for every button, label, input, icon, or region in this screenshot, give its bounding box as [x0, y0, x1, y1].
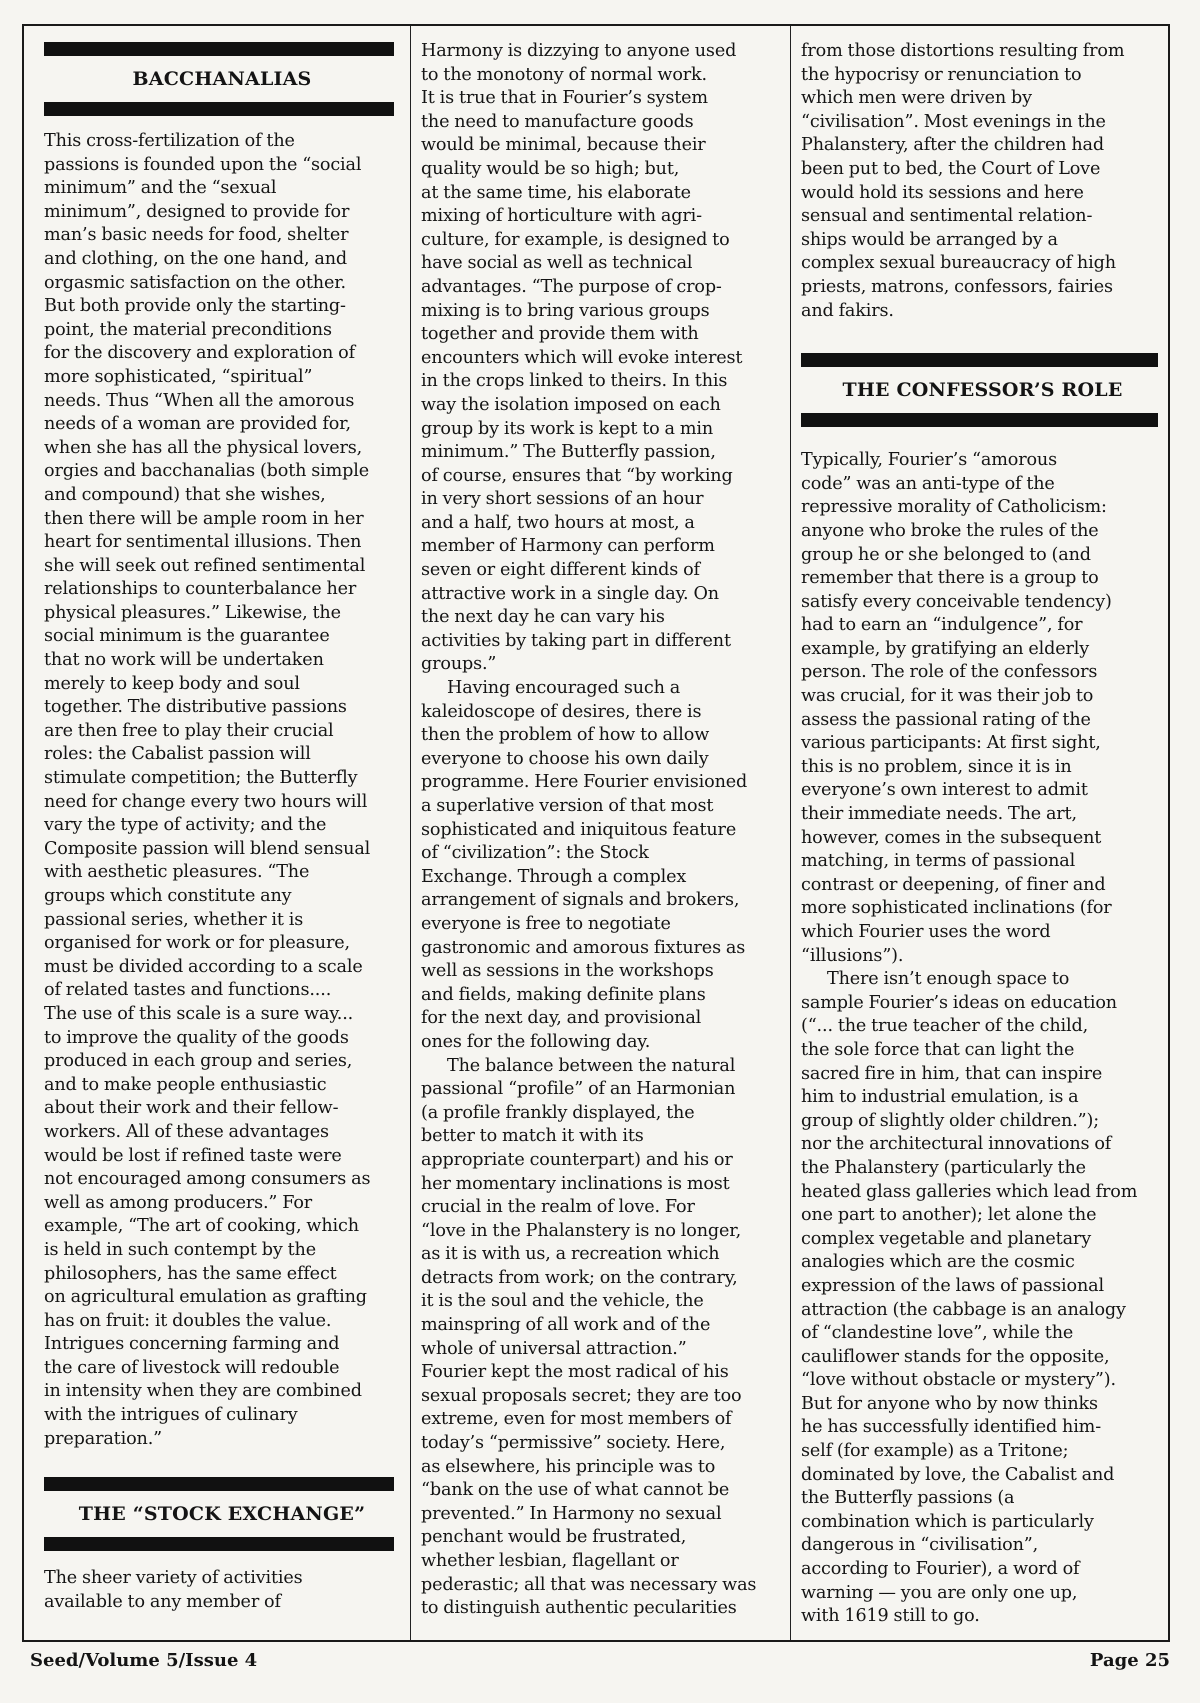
- column-2: [410, 26, 790, 1640]
- heading-rule-bottom: [44, 1537, 394, 1551]
- heading-rule-top: [801, 353, 1158, 367]
- article-paragraph: The balance between the natural passional “profile” of an Harmonian (a profile frankly displayed, the better to match it with its appropriate counterpart) and his or her momentary inclinations is most crucial in the realm of love. For “love in the Phalanstery is no longer, as it is with us, a recreation which detracts from work; on the contrary, it is the soul and the vehicle, the mainspring of all work and of the whole of universal attraction.” Fourier kept the most radical of his sexual proposals secret; they are too extreme, even for most members of today’s “permissive” society. Here, as elsewhere, his principle was to “bank on the use of what cannot be prevented.” In Harmony no sexual penchant would be frustrated, whether lesbian, flagellant or pederastic; all that was necessary was to distinguish authentic pecularities: [421, 1055, 757, 1619]
- section-heading-stock-exchange: THE “STOCK EXCHANGE”: [78, 1503, 366, 1526]
- article-paragraph: Harmony is dizzying to anyone used to the monotony of normal work. It is true that in Fourier’s system the need to manufacture goods would be minimal, because their quality would be so high; but, at the same time, his elaborate mixing of horticulture with agri- culture, for example, is designed to have social as well as technical advantages. “The purpose of crop- mixing is to bring various groups together and provide them with encounters which will evoke interest in the crops linked to theirs. In this way the isolation imposed on each group by its work is kept to a min minimum.” The Butterfly passion, of course, ensures that “by working in very short sessions of an hour and a half, two hours at most, a member of Harmony can perform seven or eight different kinds of attractive work in a single day. On the next day he can vary his activities by taking part in different groups.”: [421, 41, 743, 675]
- article-paragraph: Typically, Fourier’s “amorous code” was an anti-type of the repressive morality of Catholicism: anyone who broke the rules of the group he or she belonged to (and remember that there is a group to satisfy every conceivable tendency) had to earn an “indulgence”, for example, by gratifying an elderly person. The role of the confessors was crucial, for it was their job to assess the passional rating of the various participants: At first sight, this is no problem, since it is in everyone’s own interest to admit their immediate needs. The art, however, comes in the subsequent matching, in terms of passional contrast or deepening, of finer and more sophisticated inclinations (for which Fourier uses the word “illusions”).: [801, 450, 1112, 966]
- article-paragraph: Having encouraged such a kaleidoscope of desires, there is then the problem of how to allow everyone to choose his own daily programme. Here Fourier envisioned a superlative version of that most sophisticated and iniquitous feature of “civilization”: the Stock Exchange. Through a complex arrangement of signals and brokers, everyone is free to negotiate gastronomic and amorous fixtures as well as sessions in the workshops and fields, making definite plans for the next day, and provisional ones for the following day.: [421, 678, 748, 1052]
- article-paragraph: There isn’t enough space to sample Fourier’s ideas on education (“... the true teacher of the child, the sole force that can light the sacred fire in him, that can inspire him to industrial emulation, is a group of slightly older children.”); nor the architectural innovations of the Phalanstery (particularly the heated glass galleries which lead from one part to another); let alone the complex vegetable and planetary analogies which are the cosmic expression of the laws of passional attraction (the cabbage is an analogy of “clandestine love”, while the cauliflower stands for the opposite, “love without obstacle or mystery”). But for anyone who by now thinks he has successfully identified him- self (for example) as a Tritone; dominated by love, the Cabalist and the Butterfly passions (a combination which is particularly dangerous in “civilisation”, according to Fourier), a word of warning — you are only one up, with 1619 still to go.: [801, 969, 1138, 1627]
- heading-rule-bottom: [44, 102, 394, 116]
- heading-rule-bottom: [801, 413, 1158, 427]
- heading-rule-top: [44, 1477, 394, 1491]
- article-paragraph: The sheer variety of activities available to any member of: [44, 1568, 303, 1612]
- issue-footer: Seed/Volume 5/Issue 4: [30, 1650, 258, 1671]
- page-frame: [22, 24, 1170, 1642]
- column-3: [790, 26, 1170, 1640]
- page-number: Page 25: [1089, 1650, 1170, 1671]
- article-paragraph: from those distortions resulting from the hypocrisy or renunciation to which men were driven by “civilisation”. Most evenings in the Phalanstery, after the children had been put to bed, the Court of Love would hold its sessions and here sensual and sentimental relation- ships would be arranged by a complex sexual bureaucracy of high priests, matrons, confessors, fairies and fakirs.: [801, 41, 1125, 321]
- article-paragraph: This cross-fertilization of the passions is founded upon the “social minimum” and the “sexual minimum”, designed to provide for man’s basic needs for food, shelter and clothing, on the one hand, and orgasmic satisfaction on the other. But both provide only the starting- point, the material preconditions for the discovery and exploration of more sophisticated, “spiritual” needs. Thus “When all the amorous needs of a woman are provided for, when she has all the physical lovers, orgies and bacchanalias (both simple and compound) that she wishes, then there will be ample room in her heart for sentimental illusions. Then she will seek out refined sentimental relationships to counterbalance her physical pleasures.” Likewise, the social minimum is the guarantee that no work will be undertaken merely to keep body and soul together. The distributive passions are then free to play their crucial roles: the Cabalist passion will stimulate competition; the Butterfly need for change every two hours will vary the type of activity; and the Composite passion will blend sensual with aesthetic pleasures. “The groups which constitute any passional series, whether it is organised for work or for pleasure, must be divided according to a scale of related tastes and functions.... The use of this scale is a sure way... to improve the quality of the goods produced in each group and series, and to make people enthusiastic about their work and their fellow- workers. All of these advantages would be lost if refined taste were not encouraged among consumers as well as among producers.” For example, “The art of cooking, which is held in such contempt by the philosophers, has the same effect on agricultural emulation as grafting has on fruit: it doubles the value. Intrigues concerning farming and the care of livestock will redouble in intensity when they are combined with the intrigues of culinary preparation.”: [44, 131, 371, 1449]
- heading-rule-top: [44, 42, 394, 56]
- section-heading-confessors-role: THE CONFESSOR’S ROLE: [842, 379, 1123, 402]
- section-heading-bacchanalias: BACCHANALIAS: [132, 68, 312, 90]
- column-1: [24, 26, 410, 1640]
